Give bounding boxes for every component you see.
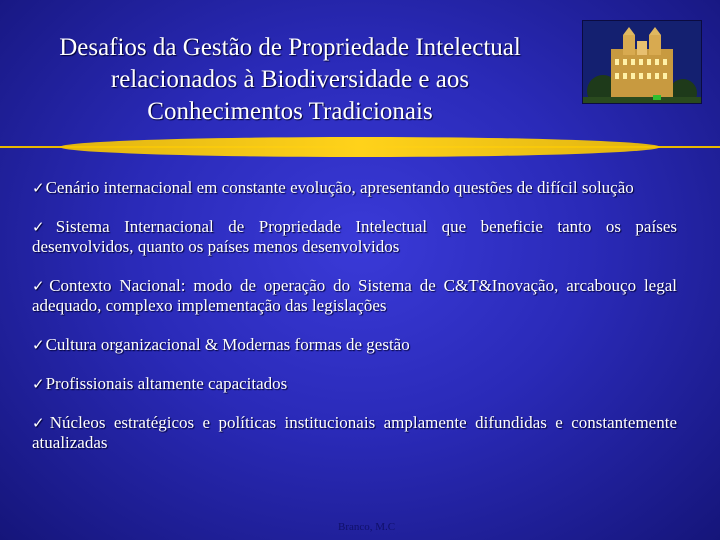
- checkmark-icon: ✓: [32, 179, 45, 197]
- checkmark-icon: ✓: [32, 277, 49, 295]
- bullet-text: Núcleos estratégicos e políticas institucionais amplamente difundidas e constantemente atualizadas: [32, 413, 677, 452]
- bullet-item: [32, 335, 677, 355]
- title-line-2: relacionados à Biodiversidade e aos: [110, 66, 470, 93]
- bullet-text: Cenário internacional em constante evolução, apresentando questões de difícil solução: [45, 178, 634, 197]
- slide-title: [20, 32, 560, 128]
- bullet-item: [32, 413, 677, 453]
- building-photo-icon: [582, 20, 702, 104]
- bullet-list: [32, 178, 677, 472]
- bullet-text: Sistema Internacional de Propriedade Intelectual que beneficie tanto os países desenvolvidos, quanto os países menos desenvolvidos: [32, 217, 677, 256]
- yellow-divider: [0, 136, 720, 158]
- title-line-1: Desafios da Gestão de Propriedade Intelectual: [59, 34, 521, 61]
- checkmark-icon: ✓: [32, 375, 45, 393]
- bullet-item: [32, 178, 677, 198]
- bullet-text: Contexto Nacional: modo de operação do Sistema de C&T&Inovação, arcabouço legal adequado, complexo implementação das legislações: [32, 276, 677, 315]
- bullet-item: [32, 217, 677, 257]
- checkmark-icon: ✓: [32, 218, 55, 236]
- bullet-text: Cultura organizacional & Modernas formas de gestão: [45, 335, 410, 354]
- checkmark-icon: ✓: [32, 414, 49, 432]
- bullet-item: [32, 276, 677, 316]
- bullet-text: Profissionais altamente capacitados: [45, 374, 288, 393]
- bullet-item: [32, 374, 677, 394]
- title-line-3: Conhecimentos Tradicionais: [147, 98, 433, 125]
- checkmark-icon: ✓: [32, 336, 45, 354]
- footer-credit: Branco, M.C: [338, 521, 396, 533]
